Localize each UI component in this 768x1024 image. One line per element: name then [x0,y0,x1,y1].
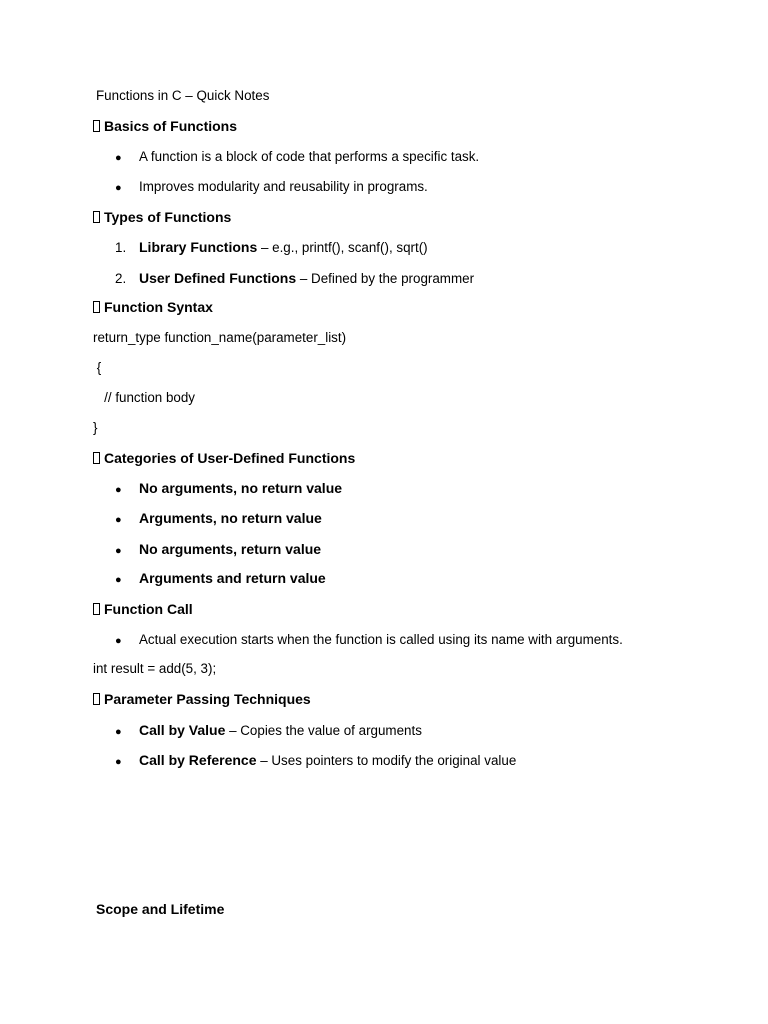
list-item-desc: – e.g., printf(), scanf(), sqrt() [257,240,428,255]
basics-heading [93,117,237,135]
basics-heading-text: Basics of Functions [104,118,238,134]
missing-glyph-icon [93,120,100,132]
missing-glyph-icon [93,211,100,223]
code-line: return_type function_name(parameter_list) [93,330,347,345]
list-item [115,751,516,771]
list-item-text: No arguments, return value [139,541,322,557]
passing-heading [93,690,311,708]
passing-heading-text: Parameter Passing Techniques [104,691,311,707]
code-line: int result = add(5, 3); [93,661,217,676]
missing-glyph-icon [93,301,100,313]
list-item-text: Arguments, no return value [139,510,322,526]
list-item [115,569,326,589]
list-item-text: Actual execution starts when the function is called using its name with arguments. [139,632,623,647]
bullet-icon: ● [115,152,122,164]
list-item-term: Library Functions [139,239,258,255]
missing-glyph-icon [93,452,100,464]
list-number: 1. [115,240,127,255]
bullet-icon: ● [115,574,122,586]
bullet-icon: ● [115,756,122,768]
list-number: 2. [115,271,127,286]
categories-heading [93,449,355,467]
list-item [115,721,422,741]
list-item-desc: – Uses pointers to modify the original value [256,753,517,768]
types-heading [93,208,231,226]
bullet-icon: ● [115,514,122,526]
code-line: } [93,420,98,435]
categories-heading-text: Categories of User-Defined Functions [104,450,356,466]
syntax-heading-text: Function Syntax [104,299,213,315]
list-item [115,178,428,197]
list-item-text: Arguments and return value [139,570,326,586]
bullet-icon: ● [115,484,122,496]
list-item-term: User Defined Functions [139,270,297,286]
list-item [115,540,321,560]
list-item-text: A function is a block of code that performs a specific task. [139,149,480,164]
list-item [115,238,428,257]
list-item-desc: – Defined by the programmer [296,271,475,286]
list-item [115,479,342,499]
syntax-heading [93,298,213,316]
list-item [115,509,322,529]
list-item-term: Call by Reference [139,752,257,768]
bullet-icon: ● [115,545,122,557]
missing-glyph-icon [93,693,100,705]
list-item [115,631,623,650]
document-title: Functions in C – Quick Notes [96,88,270,103]
missing-glyph-icon [93,603,100,615]
list-item [115,148,479,167]
list-item-desc: – Copies the value of arguments [225,723,422,738]
scope-heading: Scope and Lifetime [96,901,225,917]
list-item-text: No arguments, no return value [139,480,343,496]
bullet-icon: ● [115,182,122,194]
bullet-icon: ● [115,726,122,738]
types-heading-text: Types of Functions [104,209,232,225]
bullet-icon: ● [115,635,122,647]
list-item-term: Call by Value [139,722,226,738]
list-item [115,269,474,288]
code-line: // function body [93,390,195,405]
list-item-text: Improves modularity and reusability in programs. [139,179,428,194]
call-heading [93,600,193,618]
call-heading-text: Function Call [104,601,193,617]
code-line: { [93,360,102,375]
